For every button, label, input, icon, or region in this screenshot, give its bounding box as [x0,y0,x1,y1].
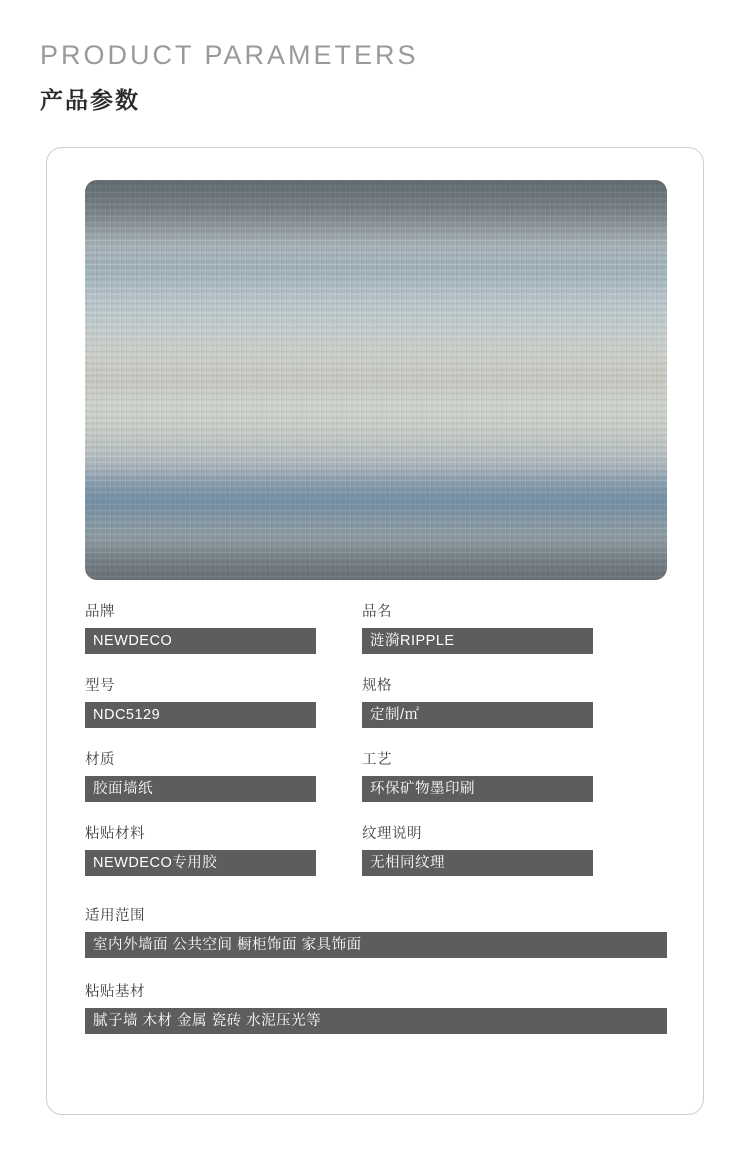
parameter-card [46,147,704,1115]
parameter-row [85,822,667,876]
parameter-cell-specification [362,674,593,728]
parameter-cell-product-name [362,600,593,654]
page-title-cn: 产品参数 [40,87,140,114]
parameter-row [85,904,667,958]
parameter-label: 品牌 [85,604,115,620]
parameter-label: 材质 [85,752,115,768]
parameter-cell-application-scope [85,904,667,958]
parameter-cell-material [85,748,316,802]
parameter-value: NEWDECO [85,628,316,654]
parameter-row [85,748,667,802]
parameter-cell-brand [85,600,316,654]
parameter-value: 胶面墙纸 [85,776,316,802]
parameter-cell-model [85,674,316,728]
parameter-value: 涟漪RIPPLE [362,628,593,654]
parameter-label: 粘贴基材 [85,984,145,1000]
parameter-row [85,600,667,654]
parameter-value: NEWDECO专用胶 [85,850,316,876]
page-header [0,0,750,115]
parameter-label: 规格 [362,678,392,694]
parameter-label: 品名 [362,604,392,620]
page-title-en: PRODUCT PARAMETERS [40,40,419,70]
parameter-label: 适用范围 [85,908,145,924]
parameter-value: 环保矿物墨印刷 [362,776,593,802]
parameter-cell-adhesive [85,822,316,876]
parameter-cell-texture-note [362,822,593,876]
parameter-label: 工艺 [362,752,392,768]
parameter-cell-substrate [85,980,667,1034]
parameter-cell-process [362,748,593,802]
parameter-label: 型号 [85,678,115,694]
parameter-value: NDC5129 [85,702,316,728]
parameter-row [85,980,667,1034]
parameter-list [85,600,667,1054]
swatch-bottom-shade [85,500,667,580]
parameter-value: 定制/㎡ [362,702,593,728]
parameter-row [85,674,667,728]
parameter-value: 无相同纹理 [362,850,593,876]
parameter-label: 粘贴材料 [85,826,145,842]
parameter-value: 室内外墙面 公共空间 橱柜饰面 家具饰面 [85,932,667,958]
parameter-label: 纹理说明 [362,826,422,842]
parameter-value: 腻子墙 木材 金属 瓷砖 水泥压光等 [85,1008,667,1034]
product-swatch-image [85,180,667,580]
swatch-top-shade [85,180,667,250]
